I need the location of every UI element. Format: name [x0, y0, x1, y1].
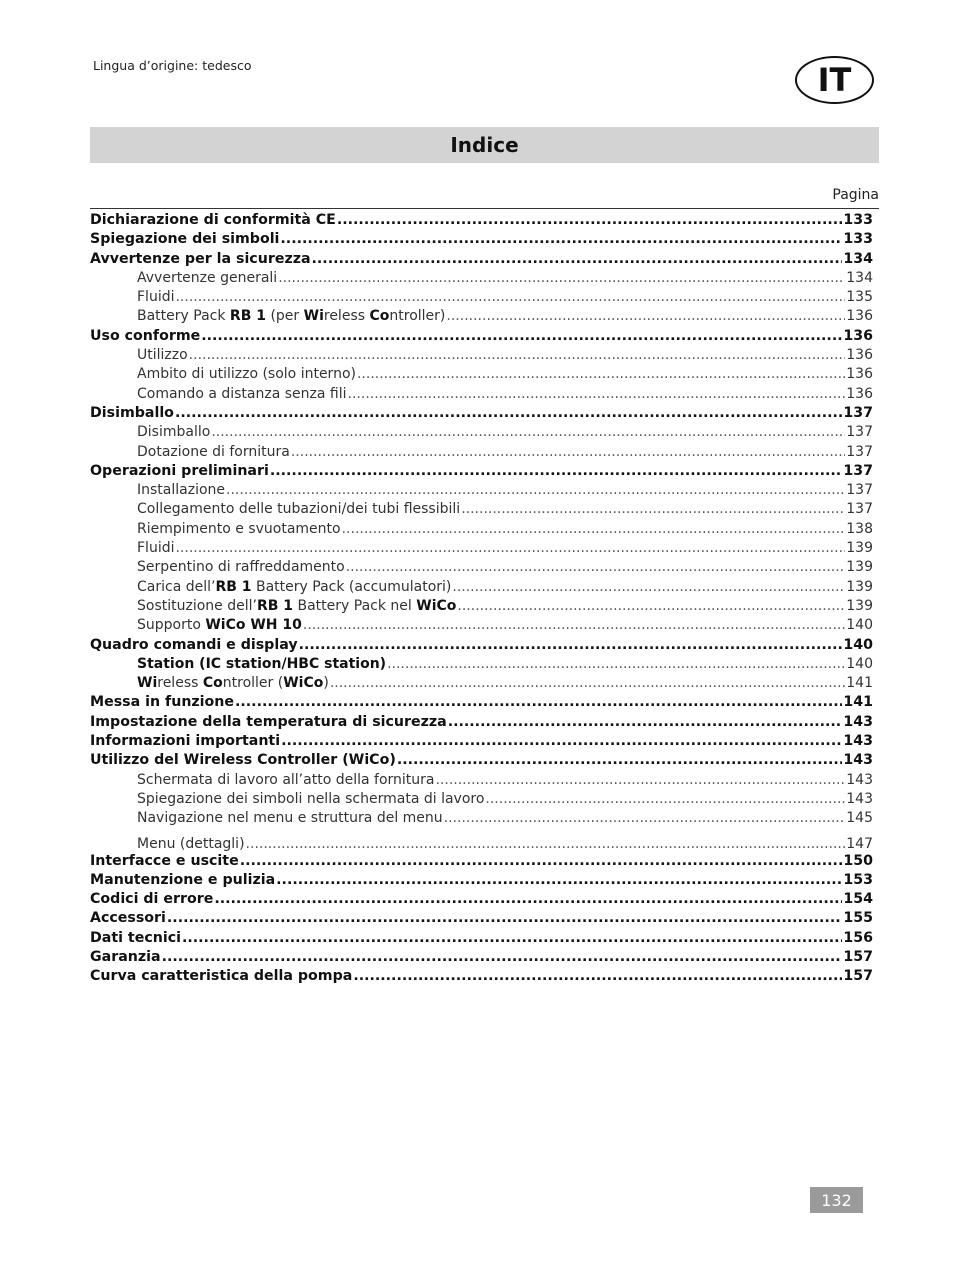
toc-entry-title — [137, 674, 329, 693]
toc-entry-title — [137, 616, 302, 635]
dot-leader — [291, 443, 845, 462]
toc-entry-page: 136 — [846, 347, 873, 364]
toc-entry[interactable] — [90, 250, 873, 269]
toc-entry-page: 135 — [846, 289, 873, 306]
toc-entry-page: 139 — [846, 540, 873, 557]
toc-subentry[interactable] — [90, 520, 873, 539]
text-run: Battery Pack (accumulatori) — [251, 578, 452, 595]
toc-entry[interactable] — [90, 462, 873, 481]
toc-entry-page: 141 — [843, 694, 873, 711]
toc-entry-title — [137, 578, 451, 597]
toc-subentry[interactable] — [90, 790, 873, 809]
toc-entry-title: Schermata di lavoro all’atto della fornitura — [137, 771, 435, 788]
toc-entry-page: 157 — [843, 968, 873, 985]
toc-entry-title — [137, 655, 386, 674]
toc-entry-page: 137 — [846, 424, 873, 441]
toc-entry-page: 154 — [843, 891, 873, 908]
table-of-contents — [90, 211, 873, 987]
text-run-bold: Co — [369, 308, 390, 325]
toc-entry-title: Manutenzione e pulizia — [90, 871, 276, 888]
toc-entry-title: Serpentino di raffreddamento — [137, 559, 345, 576]
language-badge: IT — [795, 56, 874, 104]
page-column-label: Pagina — [832, 187, 879, 203]
text-run-bold: RB 1 — [215, 578, 252, 595]
dot-leader — [278, 269, 845, 288]
toc-entry-page: 136 — [846, 366, 873, 383]
dot-leader — [211, 423, 845, 442]
toc-entry-page: 133 — [843, 212, 873, 228]
dot-leader — [189, 346, 846, 365]
toc-entry-page: 156 — [843, 929, 873, 946]
toc-entry-title: Quadro comandi e display — [90, 636, 298, 653]
toc-entry-title: Codici di errore — [90, 891, 214, 908]
dot-leader — [444, 809, 846, 828]
toc-entry-title: Comando a distanza senza fili — [137, 385, 347, 402]
toc-entry-page: 137 — [843, 462, 873, 479]
toc-entry-title: Avvertenze per la sicurezza — [90, 250, 311, 267]
toc-entry-page: 139 — [846, 559, 873, 576]
toc-entry-title: Navigazione nel menu e struttura del menu — [137, 810, 443, 827]
toc-subentry[interactable] — [90, 269, 873, 288]
dot-leader — [175, 288, 845, 307]
page-title: Indice — [450, 133, 519, 157]
toc-entry-page: 140 — [846, 655, 873, 672]
toc-entry-title: Messa in funzione — [90, 694, 235, 711]
toc-subentry[interactable] — [90, 500, 873, 519]
dot-leader — [342, 520, 846, 539]
toc-entry-page: 138 — [846, 520, 873, 537]
toc-entry-title: Utilizzo del Wireless Controller (WiCo) — [90, 752, 396, 769]
text-run-bold: WiCo WH 10 — [205, 617, 302, 634]
text-run-bold: Wi — [137, 675, 158, 692]
toc-entry-title: Riempimento e svuotamento — [137, 520, 341, 537]
toc-subentry[interactable] — [90, 539, 873, 558]
toc-entry-title: Utilizzo — [137, 347, 188, 364]
toc-entry-title: Ambito di utilizzo (solo interno) — [137, 366, 356, 383]
toc-subentry[interactable] — [90, 829, 873, 852]
toc-subentry[interactable] — [90, 809, 873, 828]
toc-subentry[interactable] — [90, 346, 873, 365]
toc-entry[interactable] — [90, 211, 873, 230]
dot-leader — [446, 307, 845, 326]
toc-entry-page: 143 — [843, 752, 873, 769]
toc-entry-page: 140 — [846, 617, 873, 634]
text-run: Carica dell’ — [137, 578, 216, 595]
toc-entry-page: 143 — [846, 790, 873, 807]
dot-leader — [276, 871, 842, 890]
text-run: ) — [323, 675, 329, 692]
toc-subentry[interactable] — [90, 616, 873, 635]
toc-entry-page: 139 — [846, 578, 873, 595]
toc-entry-page: 150 — [843, 852, 873, 869]
toc-subentry[interactable] — [90, 365, 873, 384]
text-run-bold: WiCo — [416, 597, 457, 614]
dot-leader — [357, 365, 845, 384]
dot-leader — [461, 500, 845, 519]
toc-entry[interactable] — [90, 890, 873, 909]
toc-entry[interactable] — [90, 230, 873, 249]
dot-leader — [226, 481, 845, 500]
toc-entry-page: 157 — [843, 948, 873, 965]
dot-leader — [167, 909, 842, 928]
toc-entry-page: 155 — [843, 910, 873, 927]
dot-leader — [312, 250, 843, 269]
toc-entry-title: Installazione — [137, 482, 226, 499]
toc-entry[interactable] — [90, 327, 873, 346]
toc-subentry[interactable] — [90, 771, 873, 790]
toc-subentry[interactable] — [90, 674, 873, 693]
toc-entry-title: Curva caratteristica della pompa — [90, 968, 353, 985]
toc-entry-page: 134 — [846, 269, 873, 286]
toc-entry-title: Interfacce e uscite — [90, 852, 239, 869]
toc-subentry[interactable] — [90, 481, 873, 500]
toc-entry-page: 145 — [846, 810, 873, 827]
dot-leader — [387, 655, 845, 674]
dot-leader — [485, 790, 845, 809]
page-number: 132 — [810, 1187, 863, 1213]
text-run-bold: Co — [202, 675, 223, 692]
text-run-bold: Station (IC station/HBC station) — [137, 655, 387, 672]
toc-entry[interactable] — [90, 693, 873, 712]
toc-subentry[interactable] — [90, 288, 873, 307]
dot-leader — [299, 636, 843, 655]
toc-subentry[interactable] — [90, 423, 873, 442]
toc-entry-page: 137 — [846, 482, 873, 499]
dot-leader — [435, 771, 845, 790]
toc-entry-page: 143 — [846, 771, 873, 788]
toc-entry-page: 137 — [843, 404, 873, 421]
text-run-bold: RB 1 — [229, 308, 266, 325]
toc-entry-title: Collegamento delle tubazioni/dei tubi flessibili — [137, 501, 461, 518]
text-run-bold: Wi — [303, 308, 324, 325]
dot-leader — [452, 578, 845, 597]
toc-entry-page: 141 — [846, 675, 873, 692]
toc-subentry[interactable] — [90, 558, 873, 577]
text-run: Battery Pack nel — [293, 597, 417, 614]
header-rule — [90, 208, 879, 209]
dot-leader — [281, 732, 842, 751]
text-run-bold: WiCo — [283, 675, 324, 692]
toc-entry[interactable] — [90, 929, 873, 948]
origin-language-note: Lingua d’origine: tedesco — [93, 58, 252, 73]
toc-entry-title: Disimballo — [137, 424, 211, 441]
toc-entry-page: 136 — [846, 308, 873, 325]
text-run: reless — [157, 675, 203, 692]
toc-entry-page: 147 — [846, 835, 873, 852]
toc-entry[interactable] — [90, 732, 873, 751]
dot-leader — [240, 852, 843, 871]
toc-entry[interactable] — [90, 751, 873, 770]
toc-entry[interactable] — [90, 871, 873, 890]
toc-entry-title: Dotazione di fornitura — [137, 443, 290, 460]
toc-entry-title: Uso conforme — [90, 327, 201, 344]
toc-entry-title: Accessori — [90, 910, 166, 927]
dot-leader — [348, 385, 846, 404]
text-run: (per — [266, 308, 304, 325]
dot-leader — [182, 929, 842, 948]
dot-leader — [353, 967, 842, 986]
toc-entry-title — [137, 597, 456, 616]
toc-subentry[interactable] — [90, 597, 873, 616]
dot-leader — [175, 404, 842, 423]
toc-entry-title: Spiegazione dei simboli nella schermata di lavoro — [137, 790, 485, 807]
toc-entry-title: Dati tecnici — [90, 929, 181, 946]
toc-entry-title: Impostazione della temperatura di sicurezza — [90, 713, 447, 730]
toc-subentry[interactable] — [90, 443, 873, 462]
dot-leader — [457, 597, 845, 616]
dot-leader — [280, 230, 842, 249]
dot-leader — [397, 751, 843, 770]
toc-entry-page: 140 — [843, 636, 873, 653]
toc-entry[interactable] — [90, 404, 873, 423]
toc-entry[interactable] — [90, 967, 873, 986]
dot-leader — [270, 462, 843, 481]
dot-leader — [330, 674, 845, 693]
text-run-bold: RB 1 — [256, 597, 294, 614]
toc-entry-page: 143 — [843, 713, 873, 730]
toc-subentry[interactable] — [90, 385, 873, 404]
toc-entry-page: 136 — [843, 327, 873, 344]
toc-entry-page: 153 — [843, 871, 873, 888]
text-run: Sostituzione dell’ — [137, 597, 257, 614]
toc-entry[interactable] — [90, 909, 873, 928]
toc-entry[interactable] — [90, 852, 873, 871]
dot-leader — [201, 327, 842, 346]
title-bar — [90, 127, 879, 163]
toc-entry-title: Fluidi — [137, 540, 175, 557]
toc-entry-page: 137 — [846, 501, 873, 518]
toc-entry-page: 136 — [846, 385, 873, 402]
text-run: ntroller ( — [222, 675, 284, 692]
toc-entry-page: 139 — [846, 597, 873, 614]
toc-entry[interactable] — [90, 713, 873, 732]
toc-subentry[interactable] — [90, 578, 873, 597]
text-run: reless — [323, 308, 370, 325]
toc-entry[interactable] — [90, 636, 873, 655]
toc-entry-title: Informazioni importanti — [90, 733, 281, 750]
toc-entry-page: 134 — [843, 250, 873, 267]
dot-leader — [235, 693, 842, 712]
toc-entry-title: Avvertenze generali — [137, 269, 278, 286]
toc-entry-title: Fluidi — [137, 289, 175, 306]
text-run: Battery Pack — [137, 308, 230, 325]
toc-subentry[interactable] — [90, 307, 873, 326]
dot-leader — [337, 211, 843, 230]
dot-leader — [346, 558, 846, 577]
text-run: Supporto — [137, 617, 206, 634]
toc-entry-title: Spiegazione dei simboli — [90, 231, 280, 248]
toc-entry-title: Garanzia — [90, 948, 161, 965]
toc-entry[interactable] — [90, 948, 873, 967]
toc-entry-page: 143 — [843, 733, 873, 750]
toc-entry-page: 137 — [846, 443, 873, 460]
text-run: ntroller) — [389, 308, 446, 325]
toc-entry-page: 133 — [843, 231, 873, 248]
toc-entry-title: Dichiarazione di conformità CE — [90, 212, 336, 228]
dot-leader — [448, 713, 843, 732]
dot-leader — [303, 616, 845, 635]
toc-entry-title — [137, 307, 445, 326]
toc-entry-title: Disimballo — [90, 404, 174, 421]
toc-entry-title: Operazioni preliminari — [90, 462, 269, 479]
dot-leader — [214, 890, 842, 909]
dot-leader — [175, 539, 845, 558]
dot-leader — [162, 948, 843, 967]
toc-subentry[interactable] — [90, 655, 873, 674]
toc-entry-title: Menu (dettagli) — [137, 835, 245, 852]
